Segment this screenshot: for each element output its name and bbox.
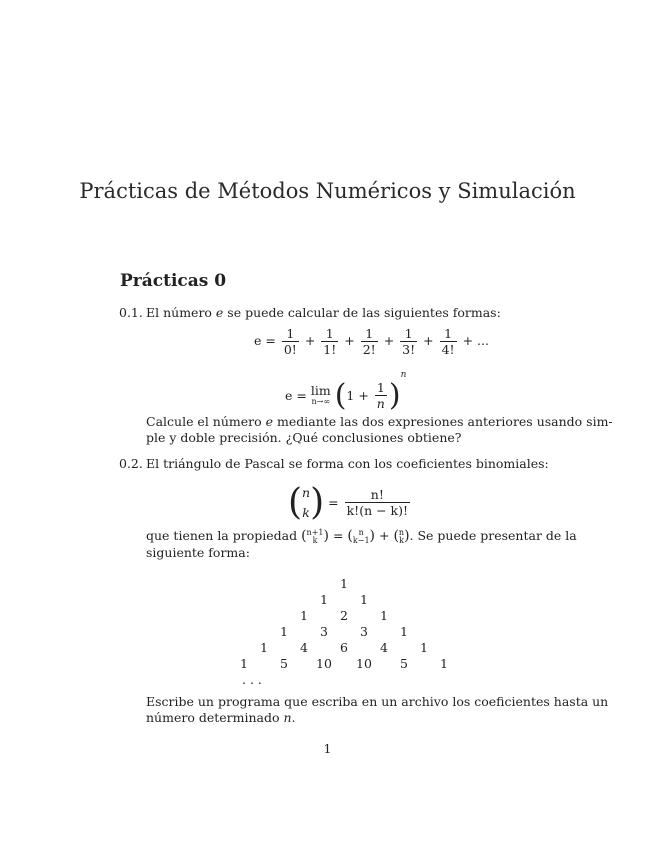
- exercise-1-text: Calcule el número e mediante las dos expresiones anteriores usando sim- ple y doble precisión. ¿Qué conclusiones obtiene?: [146, 414, 613, 445]
- binomial-formula: ( n k ) = $\frac{n!}{k!(n - k)!}$: [288, 482, 409, 523]
- pascal-entry: 6: [340, 640, 348, 655]
- series-term-1: $\frac{1}{1!}$: [323, 326, 337, 357]
- limit-formula: e = lim n→∞ (1 + $\frac{1}{n}$ )$^n$: [285, 370, 407, 413]
- pascal-entry: 4: [380, 640, 388, 655]
- pascal-entry: 3: [360, 624, 368, 639]
- pascal-entry: 1: [400, 624, 408, 639]
- exercise-number-1: 0.1.: [119, 305, 143, 320]
- series-formula: e = $\frac{1}{0!}$ + $\frac{1}{1!}$ + $\frac{1}{2!}$ + $\frac{1}{3!}$ + $\frac{1}{4!}$ + ...: [254, 326, 489, 357]
- pascal-entry: 5: [400, 656, 408, 671]
- pascal-entry: 1: [420, 640, 428, 655]
- pascal-entry: 3: [320, 624, 328, 639]
- pascal-entry: 1: [280, 624, 288, 639]
- series-term-0: $\frac{1}{0!}$: [283, 326, 297, 357]
- pascal-entry: 1: [320, 592, 328, 607]
- exercise-1-intro: El número e se puede calcular de las siguientes formas:: [146, 305, 501, 320]
- section-heading: Prácticas 0: [120, 271, 227, 291]
- document-title: Prácticas de Métodos Numéricos y Simulación: [79, 179, 576, 203]
- pascal-entry: 10: [356, 656, 372, 671]
- series-term-4: $\frac{1}{4!}$: [441, 326, 455, 357]
- pascal-ellipsis: . . .: [242, 672, 262, 687]
- binomial-property-line2: siguiente forma:: [146, 545, 250, 560]
- pascal-entry: 10: [316, 656, 332, 671]
- pascal-entry: 1: [340, 576, 348, 591]
- pascal-entry: 1: [260, 640, 268, 655]
- pascal-entry: 2: [340, 608, 348, 623]
- series-term-3: $\frac{1}{3!}$: [402, 326, 416, 357]
- exercise-2-closing: Escribe un programa que escriba en un archivo los coeficientes hasta un número determinado n.: [146, 694, 609, 725]
- pascal-entry: 1: [380, 608, 388, 623]
- page-number: 1: [323, 741, 332, 756]
- pascal-entry: 1: [360, 592, 368, 607]
- pascal-entry: 1: [240, 656, 248, 671]
- series-term-2: $\frac{1}{2!}$: [362, 326, 376, 357]
- exercise-2-intro: El triángulo de Pascal se forma con los coeficientes binomiales:: [146, 456, 549, 471]
- pascal-entry: 1: [440, 656, 448, 671]
- pascal-entry: 5: [280, 656, 288, 671]
- pascal-entry: 4: [300, 640, 308, 655]
- binomial-property: que tienen la propiedad ( n+1 k ) = ( n k−1 ) + ( n k ). Se puede presentar de la: [146, 527, 577, 545]
- exercise-number-2: 0.2.: [119, 456, 143, 471]
- pascal-entry: 1: [300, 608, 308, 623]
